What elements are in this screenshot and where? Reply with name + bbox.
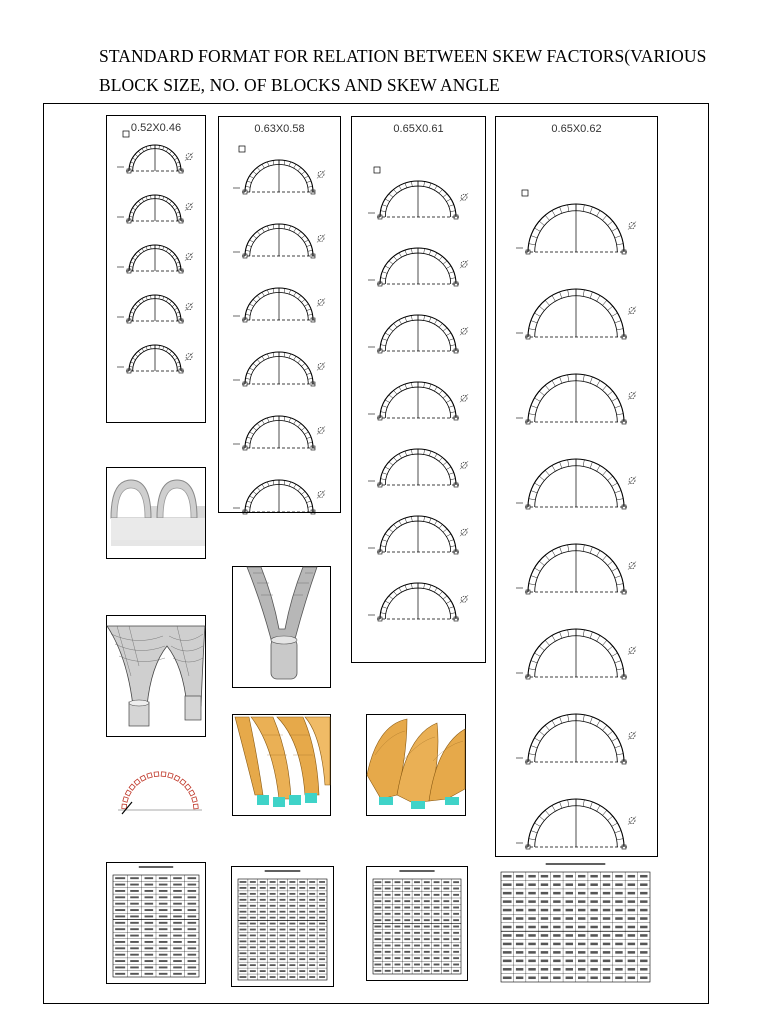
section-symbol xyxy=(239,146,245,152)
arch-panel-0.65x0.61 xyxy=(351,116,486,663)
groin-vault-render-image xyxy=(106,615,206,737)
data-table-3 xyxy=(366,866,468,981)
page-title: STANDARD FORMAT FOR RELATION BETWEEN SKEW FACTORS(VARIOUS BLOCK SIZE, NO. OF BLOCKS AND SKEW ANGLE xyxy=(99,46,707,95)
arch-drawing xyxy=(233,224,325,258)
data-table-4 xyxy=(495,860,656,988)
arch-panel-0.63x0.58 xyxy=(218,116,341,513)
arch-drawing xyxy=(233,160,325,194)
table-grid xyxy=(501,864,650,982)
arch-drawing xyxy=(233,352,325,386)
table-grid xyxy=(113,867,199,977)
arch-drawing xyxy=(368,449,468,487)
arch-drawing xyxy=(516,204,636,254)
arch-drawing xyxy=(368,583,468,621)
panel-label: 0.65X0.62 xyxy=(551,123,602,135)
red-block-arch-sketch xyxy=(120,760,210,820)
arch-drawing xyxy=(516,289,636,339)
arch-drawing xyxy=(368,315,468,353)
arch-drawing xyxy=(368,181,468,219)
arch-drawing xyxy=(516,799,636,849)
arch-drawings xyxy=(107,116,205,422)
arch-drawing xyxy=(516,629,636,679)
arch-drawings xyxy=(496,117,657,856)
arch-drawing xyxy=(117,345,193,373)
arch-drawings xyxy=(219,117,340,512)
vault-column-render-image xyxy=(232,566,331,688)
arch-drawing xyxy=(233,480,325,514)
arcade-render-image xyxy=(106,467,206,559)
arch-drawing xyxy=(516,544,636,594)
panel-label: 0.63X0.58 xyxy=(254,123,305,135)
arch-drawing xyxy=(117,195,193,223)
table-grid xyxy=(238,871,327,980)
red-block-arch xyxy=(118,772,202,814)
arch-drawing xyxy=(516,459,636,509)
data-table-2 xyxy=(231,866,334,987)
arch-drawing xyxy=(233,416,325,450)
arch-drawing xyxy=(233,288,325,322)
section-symbol xyxy=(123,131,129,137)
arch-drawing xyxy=(117,145,193,173)
arch-drawing xyxy=(117,295,193,323)
data-table-1 xyxy=(106,862,206,984)
section-symbol xyxy=(522,190,528,196)
arch-panel-0.52x0.46 xyxy=(106,115,206,423)
panel-label: 0.52X0.46 xyxy=(130,122,182,134)
table-grid xyxy=(373,871,461,974)
section-symbol xyxy=(374,167,380,173)
arch-drawing xyxy=(368,382,468,420)
arch-drawing xyxy=(516,714,636,764)
arch-drawing xyxy=(368,516,468,554)
orange-vault-render-right xyxy=(366,714,466,816)
arch-drawings xyxy=(352,117,485,662)
arch-panel-0.65x0.62 xyxy=(495,116,658,857)
arch-drawing xyxy=(117,245,193,273)
arch-drawing xyxy=(516,374,636,424)
orange-vault-render-left xyxy=(232,714,331,816)
arch-drawing xyxy=(368,248,468,286)
panel-label: 0.65X0.61 xyxy=(393,123,444,135)
